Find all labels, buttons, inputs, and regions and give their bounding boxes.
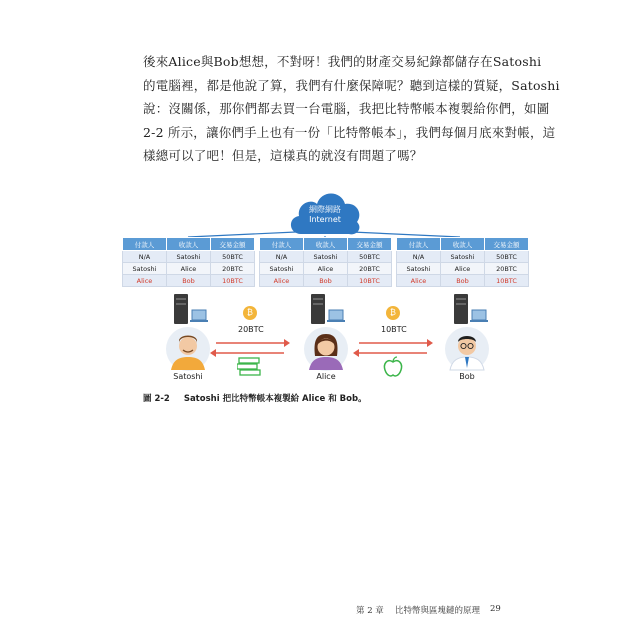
- ledger-cell: Satoshi: [260, 263, 304, 275]
- bitcoin-coin-icon: ₿: [386, 306, 400, 320]
- ledger-cell: 20BTC: [485, 263, 529, 275]
- paragraph-line: 2-2 所示，讓你們手上也有一份「比特幣帳本」，我們每個月底來對帳，這: [143, 124, 556, 140]
- ledger-table-bob: [396, 237, 529, 287]
- ledger-header: 付款人: [397, 238, 441, 251]
- ledger-cell: Satoshi: [123, 263, 167, 275]
- ledger-table-alice: [259, 237, 392, 287]
- ledger-cell: Alice: [123, 275, 167, 287]
- paragraph-line: 說：沒關係，那你們都去買一台電腦，我把比特幣帳本複製給你們，如圖: [143, 101, 550, 117]
- figure-caption: [143, 392, 367, 404]
- satoshi-avatar-icon: [165, 326, 211, 372]
- person-name-alice: Alice: [316, 372, 336, 381]
- ledger-cell: N/A: [123, 251, 167, 263]
- ledger-cell: 20BTC: [211, 263, 255, 275]
- transfer-amount-right: 10BTC: [381, 325, 407, 334]
- ledger-cell: 50BTC: [348, 251, 392, 263]
- ledger-cell: 10BTC: [485, 275, 529, 287]
- paragraph-line: 後來Alice與Bob想想，不對呀！我們的財產交易紀錄都儲存在Satoshi: [143, 54, 542, 69]
- footer-chapter: 第 2 章: [356, 606, 384, 616]
- apple-icon: [383, 356, 403, 378]
- ledger-header: 交易金額: [485, 238, 529, 251]
- figure-number: 圖 2-2: [143, 394, 170, 404]
- paragraph-line: 的電腦裡，都是他說了算，我們有什麼保障呢？聽到這樣的質疑，Satoshi: [143, 77, 560, 93]
- ledger-cell: Satoshi: [441, 251, 485, 263]
- person-name-bob: Bob: [459, 372, 475, 381]
- ledger-header: 交易金額: [211, 238, 255, 251]
- ledger-header: 收款人: [441, 238, 485, 251]
- ledger-cell: 50BTC: [211, 251, 255, 263]
- ledger-cell: Bob: [304, 275, 348, 287]
- computer-icon: [309, 294, 347, 324]
- bob-avatar-icon: [444, 326, 490, 372]
- bitcoin-coin-icon: ₿: [243, 306, 257, 320]
- books-icon: [237, 357, 261, 377]
- ledger-cell: Satoshi: [167, 251, 211, 263]
- ledger-cell: Alice: [441, 263, 485, 275]
- ledger-cell: Alice: [167, 263, 211, 275]
- ledger-header: 付款人: [123, 238, 167, 251]
- ledger-table-satoshi: [122, 237, 255, 287]
- transfer-arrows-left: [210, 338, 290, 358]
- paragraph-line: 樣總可以了吧！但是，這樣真的就沒有問題了嗎？: [143, 148, 423, 164]
- ledger-header: 收款人: [304, 238, 348, 251]
- page-number: 29: [490, 604, 501, 614]
- ledger-cell: Bob: [441, 275, 485, 287]
- footer-title: 比特幣與區塊鏈的原理: [395, 606, 481, 616]
- ledger-cell: N/A: [260, 251, 304, 263]
- ledger-cell: Alice: [397, 275, 441, 287]
- cloud-label-en: Internet: [309, 215, 341, 224]
- ledger-cell: 20BTC: [348, 263, 392, 275]
- person-name-satoshi: Satoshi: [173, 372, 203, 381]
- computer-icon: [172, 294, 210, 324]
- ledger-cell: 10BTC: [211, 275, 255, 287]
- cloud-label-zh: 網際網路: [309, 205, 341, 214]
- ledger-header: 收款人: [167, 238, 211, 251]
- ledger-cell: Bob: [167, 275, 211, 287]
- computer-icon: [452, 294, 490, 324]
- ledger-header: 交易金額: [348, 238, 392, 251]
- ledger-cell: 50BTC: [485, 251, 529, 263]
- ledger-cell: Satoshi: [397, 263, 441, 275]
- ledger-cell: Satoshi: [304, 251, 348, 263]
- transfer-amount-left: 20BTC: [238, 325, 264, 334]
- ledger-cell: Alice: [260, 275, 304, 287]
- ledger-cell: N/A: [397, 251, 441, 263]
- ledger-cell: Alice: [304, 263, 348, 275]
- transfer-arrows-right: [353, 338, 433, 358]
- alice-avatar-icon: [303, 326, 349, 372]
- ledger-cell: 10BTC: [348, 275, 392, 287]
- figure-caption-text: Satoshi 把比特幣帳本複製給 Alice 和 Bob。: [183, 394, 367, 404]
- ledger-header: 付款人: [260, 238, 304, 251]
